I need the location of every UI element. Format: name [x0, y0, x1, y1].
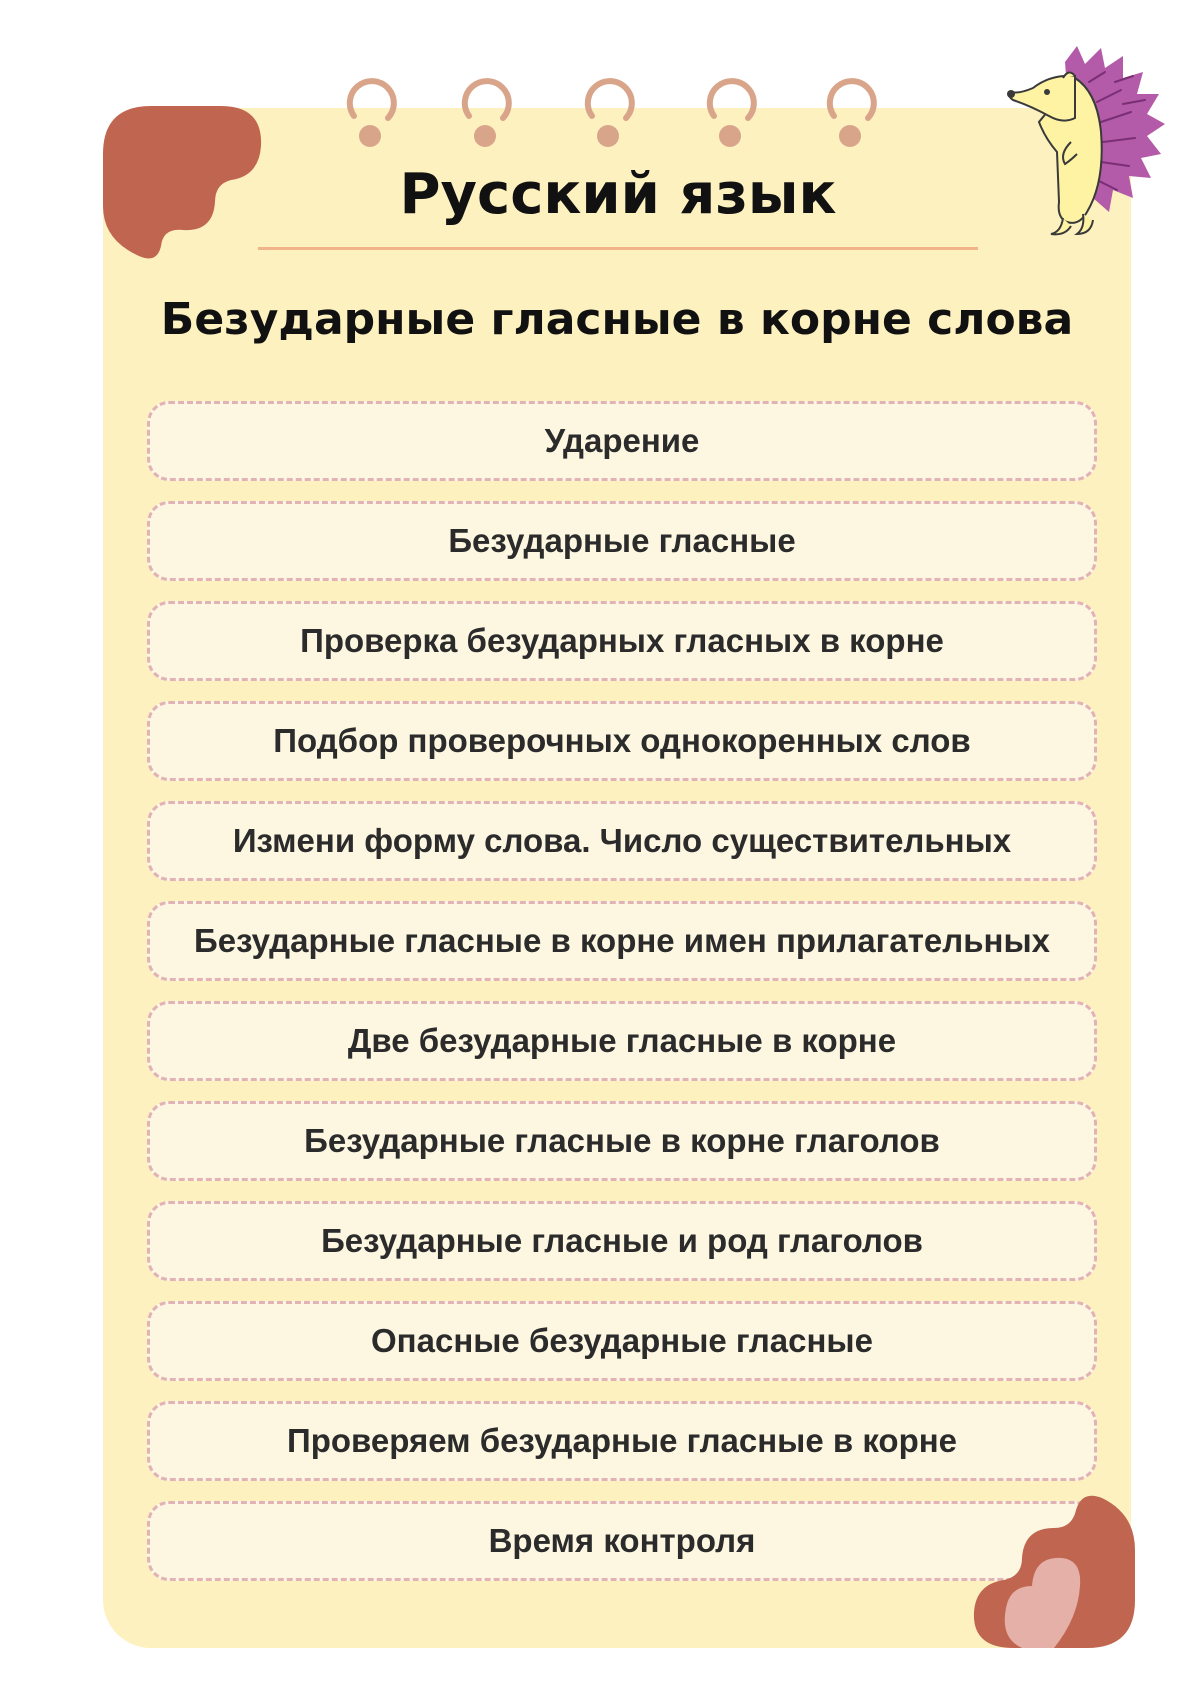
- topic-label: Опасные безударные гласные: [371, 1322, 873, 1359]
- binder-ring-icon: [578, 74, 638, 156]
- topic-label: Подбор проверочных однокоренных слов: [273, 722, 971, 759]
- topic-label: Безударные гласные: [448, 522, 796, 559]
- page-title: Русский язык: [399, 162, 837, 227]
- title-divider: [258, 247, 978, 250]
- topic-item[interactable]: [147, 901, 1097, 981]
- binder-ring-icon: [340, 74, 400, 156]
- page-subtitle: Безударные гласные в корне слова: [160, 294, 1074, 345]
- corner-decoration-top-left: [103, 106, 263, 266]
- topic-item[interactable]: [147, 1501, 1097, 1581]
- topic-item[interactable]: [147, 1401, 1097, 1481]
- topic-item[interactable]: [147, 601, 1097, 681]
- topic-item[interactable]: [147, 1301, 1097, 1381]
- topic-item[interactable]: [147, 1101, 1097, 1181]
- topic-label: Время контроля: [488, 1522, 756, 1559]
- topic-item[interactable]: [147, 501, 1097, 581]
- topic-item[interactable]: [147, 1201, 1097, 1281]
- binder-ring-icon: [455, 74, 515, 156]
- topic-label: Проверяем безударные гласные в корне: [286, 1422, 958, 1459]
- hedgehog-illustration: [1005, 42, 1165, 238]
- topic-label: Безударные гласные в корне глаголов: [304, 1122, 940, 1159]
- topic-item[interactable]: [147, 701, 1097, 781]
- topic-label: Безударные гласные и род глаголов: [321, 1222, 923, 1259]
- binder-ring-icon: [700, 74, 760, 156]
- topic-item[interactable]: [147, 801, 1097, 881]
- topic-list: [147, 401, 1097, 1601]
- topic-label: Две безударные гласные в корне: [347, 1022, 897, 1059]
- topic-label: Ударение: [544, 422, 700, 459]
- topic-label: Безударные гласные в корне имен прилагательных: [194, 922, 1050, 959]
- topic-label: Проверка безударных гласных в корне: [300, 622, 944, 659]
- topic-item[interactable]: [147, 1001, 1097, 1081]
- binder-ring-icon: [820, 74, 880, 156]
- topic-label: Измени форму слова. Число существительных: [232, 822, 1012, 859]
- topic-item[interactable]: [147, 401, 1097, 481]
